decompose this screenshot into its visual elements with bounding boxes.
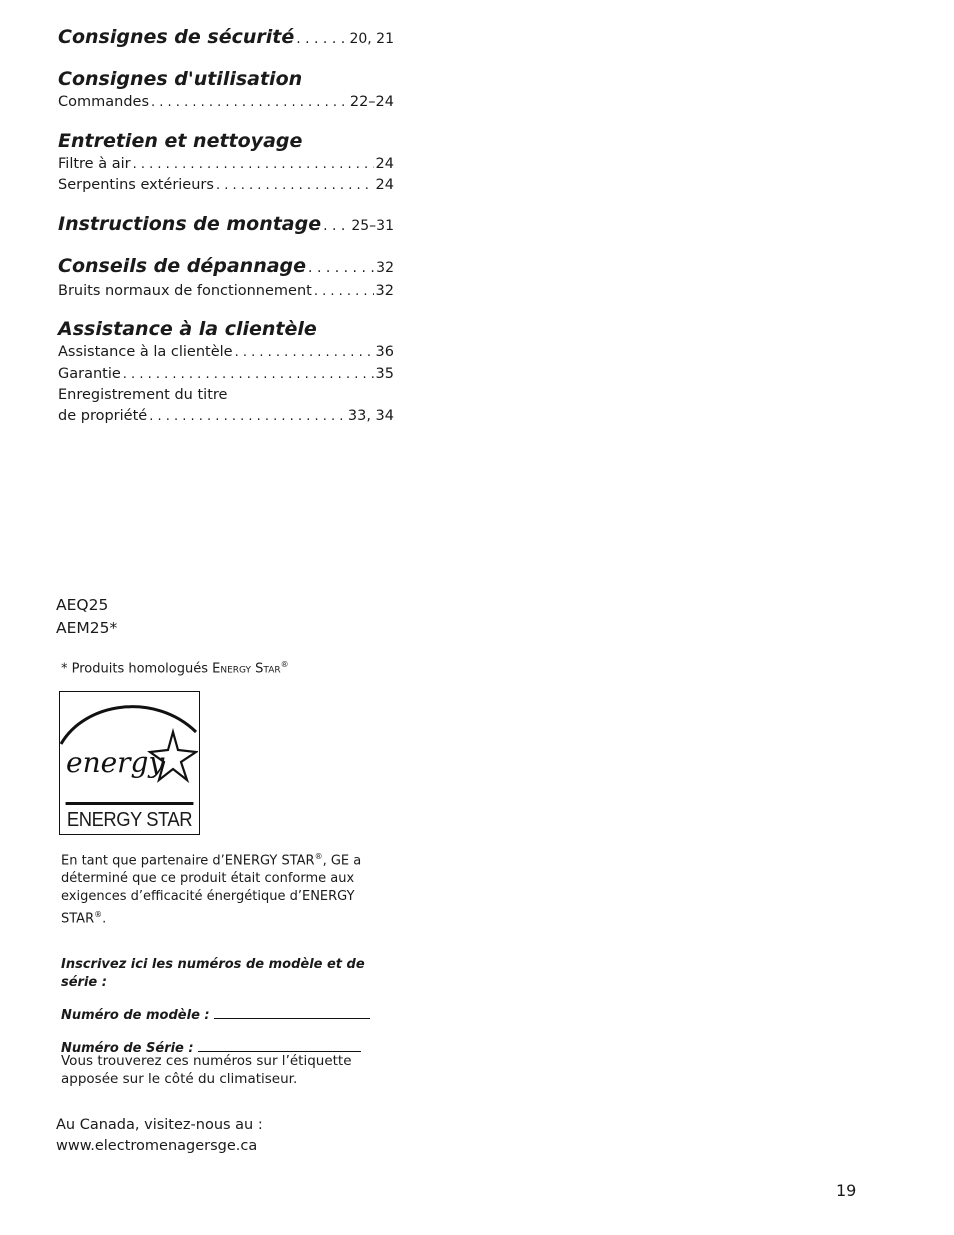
toc-section-heading: Instructions de montage . . . 25–31 bbox=[58, 211, 394, 239]
toc-page-ref: 20, 21 bbox=[349, 31, 394, 47]
model-number-label: Numéro de modèle : bbox=[61, 1008, 210, 1023]
toc-entry: Filtre à air . . . 24 bbox=[58, 154, 394, 176]
partner-statement: En tant que partenaire d’ENERGY STAR®, GE a déterminé que ce produit était conforme aux exigences d’efficacité énergétique d’ENERGY STAR®. bbox=[61, 852, 362, 927]
serial-number-label: Numéro de Série : bbox=[61, 1041, 194, 1056]
toc-entry: Garantie . . . 35 bbox=[58, 364, 394, 386]
toc-section bbox=[58, 211, 394, 239]
toc-section-heading: Consignes d'utilisation bbox=[58, 68, 303, 90]
toc-page-ref: 32 bbox=[376, 259, 394, 276]
toc-page-ref: 33, 34 bbox=[347, 407, 394, 424]
canada-contact bbox=[56, 1115, 263, 1157]
toc-page-ref: 35 bbox=[375, 365, 394, 382]
label-location-hint: Vous trouverez ces numéros sur l’étiquette apposée sur le côté du climatiseur. bbox=[61, 1053, 352, 1087]
toc-entry: Enregistrement du titre bbox=[58, 387, 228, 403]
model-list bbox=[56, 594, 117, 640]
toc-section-heading: Assistance à la clientèle bbox=[58, 318, 317, 340]
energy-star-footnote: * Produits homologués Energy Star® bbox=[61, 660, 289, 677]
energy-star-wordmark: ENERGY STAR bbox=[66, 802, 194, 837]
energy-star-logo bbox=[59, 691, 200, 835]
toc-section bbox=[58, 316, 394, 427]
toc-page-ref: 22–24 bbox=[349, 94, 394, 110]
model-number: AEQ25 bbox=[56, 596, 109, 614]
energy-script-logotype: energy bbox=[66, 746, 165, 779]
form-heading: Inscrivez ici les numéros de modèle et de série : bbox=[61, 957, 365, 990]
toc-page-ref: 32 bbox=[375, 282, 394, 299]
canada-website-link[interactable]: www.electromenagersge.ca bbox=[56, 1138, 258, 1154]
model-number-field[interactable] bbox=[214, 1006, 370, 1019]
energy-star-small-caps: Energy Star bbox=[212, 661, 281, 677]
toc-entry: Serpentins extérieurs . . . 24 bbox=[58, 175, 394, 197]
page-number: 19 bbox=[836, 1181, 857, 1200]
toc-entry: de propriété . . . 33, 34 bbox=[58, 406, 394, 428]
toc-section bbox=[58, 128, 394, 197]
energy-star-swoosh-icon bbox=[60, 692, 198, 802]
table-of-contents bbox=[58, 24, 394, 441]
toc-page-ref: 36 bbox=[375, 344, 394, 360]
toc-section-heading: Consignes de sécurité . . . 20, 21 bbox=[58, 24, 394, 52]
model-number-line bbox=[61, 1006, 401, 1025]
toc-page-ref: 25–31 bbox=[351, 217, 394, 234]
toc-entry: Commandes . . . 22–24 bbox=[58, 92, 394, 114]
toc-section-heading: Entretien et nettoyage bbox=[58, 129, 303, 152]
toc-section bbox=[58, 253, 394, 303]
toc-entry: Bruits normaux de fonctionnement . . . 32 bbox=[58, 281, 394, 303]
toc-section bbox=[58, 66, 394, 114]
toc-section bbox=[58, 24, 394, 52]
canada-visit-text: Au Canada, visitez-nous au : bbox=[56, 1117, 263, 1133]
serial-number-field[interactable] bbox=[198, 1039, 361, 1052]
toc-page-ref: 24 bbox=[375, 155, 394, 172]
toc-page-ref: 24 bbox=[375, 177, 394, 193]
model-number: AEM25* bbox=[56, 619, 118, 637]
toc-section-heading: Conseils de dépannage . . . 32 bbox=[58, 253, 394, 281]
toc-entry: Assistance à la clientèle . . . 36 bbox=[58, 342, 394, 364]
